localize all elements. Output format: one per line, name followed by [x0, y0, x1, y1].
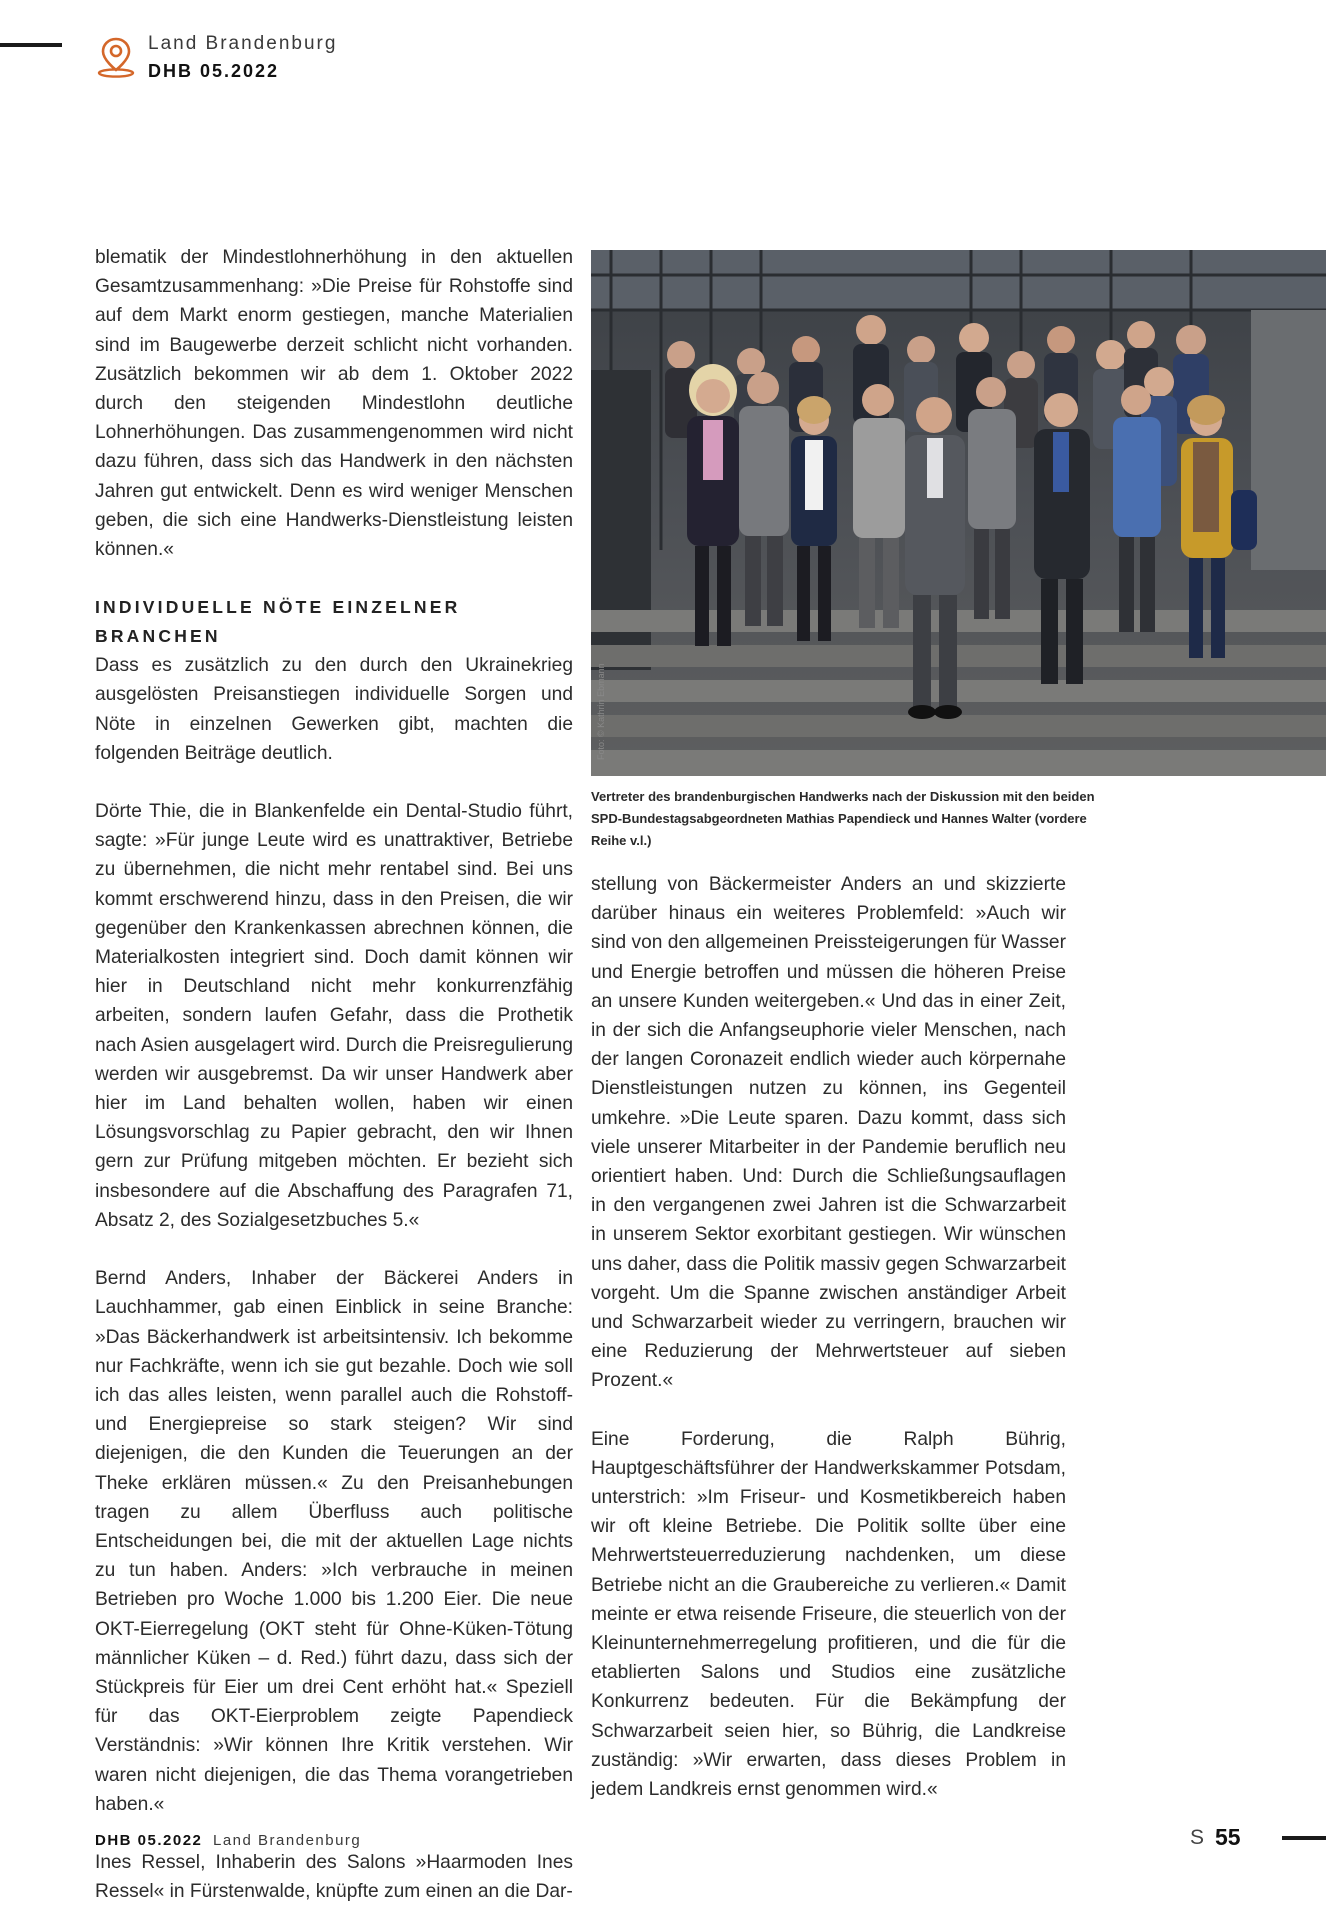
subheading: INDIVIDUELLE NÖTE EINZELNER BRANCHEN [95, 597, 461, 647]
footer-rule [1282, 1836, 1326, 1840]
paragraph: blematik der Mindestlohnerhöhung in den aktuellen Gesamtzusammenhang: »Die Preise für Rohstoffe sind auf dem Markt enorm gestiegen, manche Materialien sind im Baugewerbe derzeit schlicht nicht vorhanden. Zusätzlich bekommen wir ab dem 1. Oktober 2022 durch den steigenden Mindestlohn deutliche Lohnerhöhungen. Das zusammengenommen wird nicht dazu führen, dass sich das Handwerk in den nächsten Jahren gut entwickelt. Denn es wird weniger Menschen geben, die sich eine Handwerks-Dienstleistung leisten können.« [95, 247, 573, 561]
paragraph: Bernd Anders, Inhaber der Bäckerei Anders in Lauchhammer, gab einen Einblick in seine Branche: »Das Bäckerhandwerk ist arbeitsintensiv. Ich bekomme nur Fachkräfte, wenn ich sie gut bezahle. Doch wie soll ich das alles leisten, wenn parallel auch die Rohstoff- und Energiepreise so stark steigen? Wir sind diejenigen, die den Kunden die Teuerungen an der Theke erklären müssen.« Zu den Preisanhebungen tragen zu allem Überfluss auch politische Entscheidungen bei, die mit der aktuellen Lage nichts zu tun haben. Anders: »Ich verbrauche in meinen Betrieben pro Woche 1.000 bis 1.200 Eier. Die neue OKT-Eierregelung (OKT steht für Ohne-Küken-Tötung männlicher Küken – d. Red.) führt dazu, dass sich der Stückpreis für Eier um drei Cent erhöht hat.« Speziell für das OKT-Eierproblem zeigte Papendieck Verständnis: »Wir können Ihre Kritik verstehen. Wir waren nicht diejenigen, die das Thema vorangetrieben haben.« [95, 1268, 573, 1815]
header-issue: DHB 05.2022 [148, 61, 280, 81]
paragraph: Eine Forderung, die Ralph Bührig, Hauptgeschäftsführer der Handwerkskammer Potsdam, unterstrich: »Im Friseur- und Kosmetikbereich haben wir oft kleine Betriebe. Die Politik sollte über eine Mehrwertsteuerreduzierung nachdenken, um diese Betriebe nicht an die Graubereiche zu verlieren.« Damit meinte er etwa reisende Friseure, die steuerlich von der Kleinunternehmerregelung profitieren, und die für die etablierten Salons und Studios eine zusätzliche Konkurrenz bedeuten. Für die Bekämpfung der Schwarzarbeit seien hier, so Bührig, die Landkreise zuständig: »Wir erwarten, dass dieses Problem in jedem Landkreis ernst genommen wird.« [591, 1428, 1066, 1801]
left-column [95, 243, 573, 1906]
location-pin-icon [96, 36, 136, 78]
paragraph: Ines Ressel, Inhaberin des Salons »Haarmoden Ines Ressel« in Fürstenwalde, knüpfte zum einen an die Dar- [95, 1851, 573, 1903]
footer-issue: DHB 05.2022 [95, 1832, 203, 1849]
header-region: Land Brandenburg [148, 33, 338, 54]
paragraph: stellung von Bäckermeister Anders an und skizzierte darüber hinaus ein weiteres Problemfeld: »Auch wir sind von den allgemeinen Preissteigerungen für Wasser und Energie betroffen und müssen die höheren Preise an unsere Kunden weitergeben.« Und das in einer Zeit, in der sich die Anfangseuphorie vieler Menschen, nach der langen Coronazeit endlich wieder auch körpernahe Dienstleistungen nutzen zu können, ins Gegenteil umkehre. »Die Leute sparen. Dazu kommt, dass sich viele unserer Mitarbeiter in der Pandemie beruflich neu orientiert haben. Und: Durch die Schließungsauflagen in den vergangenen zwei Jahren ist die Schwarzarbeit in unserem Sektor exorbitant gestiegen. Wir wünschen uns daher, dass die Politik massiv gegen Schwarzarbeit vorgeht. Um die Spanne zwischen anständiger Arbeit und Schwarzarbeit wieder zu verringern, brauchen wir eine Reduzierung der Mehrwertsteuer auf sieben Prozent.« [591, 874, 1066, 1392]
footer-region: Land Brandenburg [213, 1832, 362, 1849]
photo-credit: Foto: © Kathrin Ebmann [596, 663, 606, 760]
group-photo-illustration [591, 250, 1326, 776]
paragraph: Dörte Thie, die in Blankenfelde ein Dental-Studio führt, sagte: »Für junge Leute wird es unattraktiver, Betriebe zu übernehmen, die nicht mehr rentabel sind. Bei uns kommt erschwerend hinzu, dass in den Preisen, die wir gegenüber den Krankenkassen abrechnen können, die Materialkosten integriert sind. Doch damit können wir hier in Deutschland nicht mehr konkurrenzfähig arbeiten, sondern laufen Gefahr, dass die Prothetik nach Asien ausgelagert wird. Durch die Preisregulierung werden wir ausgebremst. Da wir unser Handwerk aber hier im Land behalten wollen, haben wir einen Lösungsvorschlag zu Papier gebracht, den wir Ihnen gern zur Prüfung mitgeben möchten. Er bezieht sich insbesondere auf die Abschaffung des Paragrafen 71, Absatz 2, des Sozialgesetzbuches 5.« [95, 801, 573, 1231]
page-number: 55 [1215, 1824, 1241, 1850]
right-column [591, 870, 1066, 1804]
photo-caption: Vertreter des brandenburgischen Handwerks nach der Diskussion mit den beiden SPD-Bundestagsabgeordneten Mathias Papendieck und Hannes Walter (vordere Reihe v.l.) [591, 789, 1095, 848]
paragraph: Dass es zusätzlich zu den durch den Ukrainekrieg ausgelösten Preisanstiegen individuelle Sorgen und Nöte in einzelnen Gewerken gibt, machten die folgenden Beiträge deutlich. [95, 655, 573, 764]
group-photo [591, 250, 1326, 776]
header-rule [0, 43, 62, 47]
page-prefix: S [1190, 1826, 1205, 1849]
